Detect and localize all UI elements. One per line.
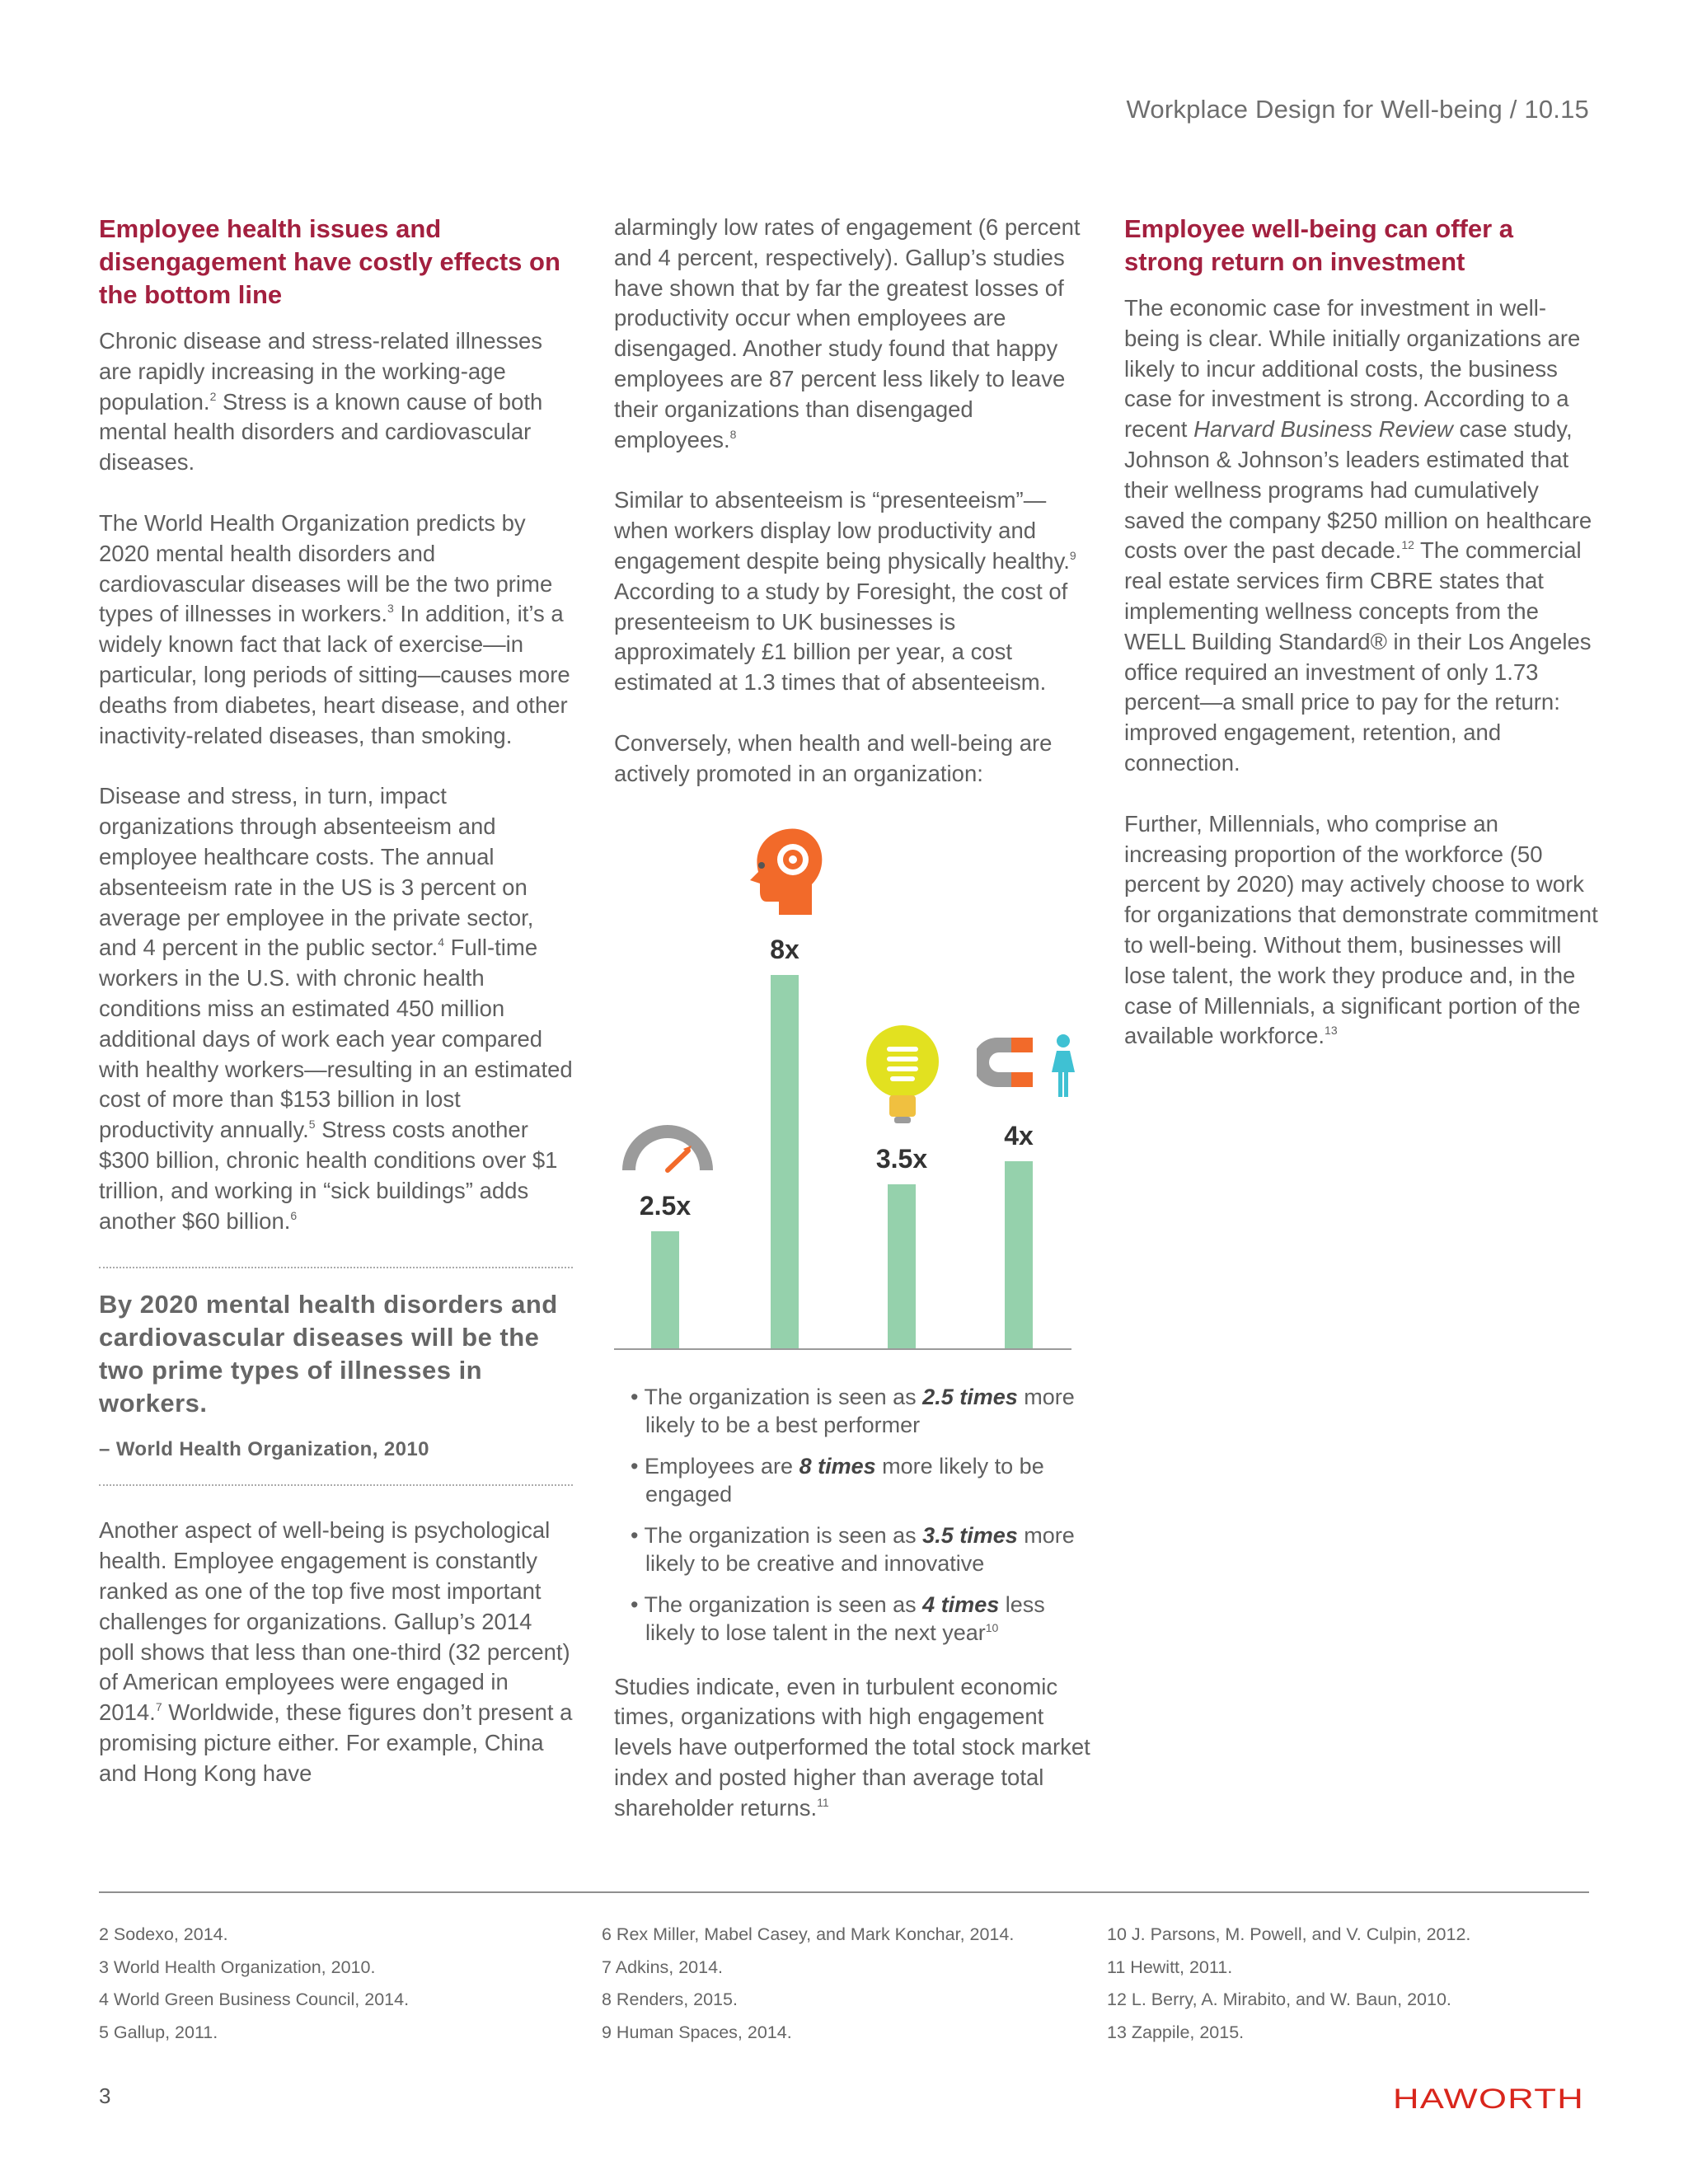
footnote: 6 Rex Miller, Mabel Casey, and Mark Konchar, 2014. <box>602 1924 1015 1944</box>
paragraph: Similar to absenteeism is “presenteeism”—when workers display low productivity and engagement despite being physically healthy.$^9$ According to a study by Foresight, the cost of presenteeism to UK businesses is approximately £1 billion per year, a cost estimated at 1.3 times that of absenteeism. <box>614 487 1076 696</box>
page-number: 3 <box>99 2083 111 2108</box>
head-gear-icon <box>742 823 832 917</box>
list-item: • The organization is seen as 3.5 times more likely to be creative and innovative <box>631 1522 1075 1577</box>
column-1 <box>99 213 573 1819</box>
footnote: 4 World Green Business Council, 2014. <box>99 1990 410 2009</box>
bar-value-label: 2.5x <box>639 1190 692 1221</box>
footnote: 9 Human Spaces, 2014. <box>602 2022 792 2042</box>
paragraph: Chronic disease and stress-related illnesses are rapidly increasing in the working-age population.$^2$ Stress is a known cause of both mental health disorders and cardiovascular diseases. <box>99 328 543 476</box>
bar-value-label: 3.5x <box>875 1144 928 1174</box>
list-item: • Employees are 8 times more likely to be engaged <box>631 1453 1044 1507</box>
bar-value-label: 4x <box>1004 1121 1034 1151</box>
running-header: Workplace Design for Well-being / 10.15 <box>1126 95 1589 124</box>
section-heading-return-on-investment: Employee well-being can offer a strong return on investment <box>1124 214 1514 276</box>
list-item: • The organization is seen as 2.5 times more likely to be a best performer <box>631 1384 1075 1438</box>
benefit-list <box>614 1383 1092 1647</box>
footnote: 13 Zappile, 2015. <box>1107 2022 1245 2042</box>
haworth-logo <box>1393 2083 1591 2113</box>
footnote: 2 Sodexo, 2014. <box>99 1924 228 1944</box>
footnote: 8 Renders, 2015. <box>602 1990 738 2009</box>
chart-bar <box>771 975 799 1348</box>
footnote: 3 World Health Organization, 2010. <box>99 1957 376 1977</box>
chart-bar <box>651 1231 679 1348</box>
gauge-icon <box>622 1119 713 1177</box>
footnote: 11 Hewitt, 2011. <box>1107 1957 1233 1977</box>
list-item: • The organization is seen as 4 times less likely to lose talent in the next year$^{10}$ <box>631 1591 1045 1646</box>
paragraph: Further, Millennials, who comprise an increasing proportion of the workforce (50 percent by 2020) may actively choose to work for organizations that demonstrate commitment to well-being. Without them, businesses will lose talent, the work they produce and, in the case of Millennials, a significant portion of the available workforce.$^{13}$ <box>1124 810 1598 1049</box>
pull-quote-text: By 2020 mental health disorders and cardiovascular diseases will be the two prime types of illnesses in workers. <box>99 1290 558 1418</box>
magnet-person-icon <box>977 1031 1084 1101</box>
footnote: 10 J. Parsons, M. Powell, and V. Culpin, 2012. <box>1107 1924 1471 1944</box>
paragraph: Another aspect of well-being is psychological health. Employee engagement is constantly ranked as one of the top five most important challenges for organizations. Gallup’s 2014 poll shows that less than one-third (32 percent) of American employees were engaged in 2014.$^7$ Worldwide, these figures don’t present a promising picture either. For example, China and Hong Kong have <box>99 1517 573 1786</box>
paragraph: The economic case for investment in well-being is clear. While initially organizations are likely to incur additional costs, the business case for investment is strong. According to a recent Harvard Business Review case study, Johnson & Johnson’s leaders estimated that their wellness programs had cumulatively saved the company $250 million on healthcare costs over the past decade.$^{12}$ The commercial real estate services firm CBRE states that implementing wellness concepts from the WELL Building Standard® in their Los Angeles office required an investment of only 1.73 percent—a small price to pay for the return: improved engagement, retention, and connection. <box>1124 295 1592 776</box>
footnotes-col-1 <box>99 1919 409 2049</box>
footnote: 12 L. Berry, A. Mirabito, and W. Baun, 2010. <box>1107 1990 1451 2009</box>
footnotes-col-2 <box>602 1919 1014 2049</box>
column-2 <box>614 213 1092 1854</box>
svg-text:HAWORTH: HAWORTH <box>1393 2083 1584 2113</box>
chart-bar <box>888 1184 916 1347</box>
paragraph: alarmingly low rates of engagement (6 percent and 4 percent, respectively). Gallup’s studies have shown that by far the greatest losses of productivity occur when employees are disengaged. Another study found that happy employees are 87 percent less likely to leave their organizations than disengaged employees.$^8$ <box>614 214 1081 452</box>
benefit-bar-chart <box>614 823 1076 1366</box>
footnote: 7 Adkins, 2014. <box>602 1957 724 1977</box>
paragraph: The World Health Organization predicts by 2020 mental health disorders and cardiovascular diseases will be the two prime types of illnesses in workers.$^3$ In addition, it’s a widely known fact that lack of exercise—in particular, long periods of sitting—causes more deaths from diabetes, heart disease, and other inactivity-related diseases, than smoking. <box>99 509 570 748</box>
footnote-divider <box>99 1891 1589 1893</box>
lightbulb-icon <box>860 1024 950 1127</box>
pull-quote-source: – World Health Organization, 2010 <box>99 1438 429 1461</box>
paragraph: Disease and stress, in turn, impact organizations through absenteeism and employee healthcare costs. The annual absenteeism rate in the US is 3 percent on average per employee in the private sector, and 4 percent in the public sector.$^4$ Full-time workers in the U.S. with chronic health conditions miss an estimated 450 million additional days of work each year compared with healthy workers—resulting in an estimated cost of more than $153 billion in lost productivity annually.$^5$ Stress costs another $300 billion, chronic health conditions over $1 trillion, and working in “sick buildings” adds another $60 billion.$^6$ <box>99 783 573 1234</box>
pull-quote <box>99 1267 573 1486</box>
section-heading-costly-effects: Employee health issues and disengagement have costly effects on the bottom line <box>99 214 560 309</box>
footnote: 5 Gallup, 2011. <box>99 2022 218 2042</box>
paragraph: Studies indicate, even in turbulent economic times, organizations with high engagement levels have outperformed the total stock market index and posted higher than average total shareholder returns.$^{11}$ <box>614 1673 1090 1821</box>
chart-bar <box>1005 1161 1033 1348</box>
column-3 <box>1124 213 1598 1082</box>
footnotes-col-3 <box>1107 1919 1470 2049</box>
chart-baseline <box>614 1348 1071 1350</box>
bar-value-label: 8x <box>770 934 799 964</box>
paragraph: Conversely, when health and well-being are actively promoted in an organization: <box>614 729 1053 786</box>
